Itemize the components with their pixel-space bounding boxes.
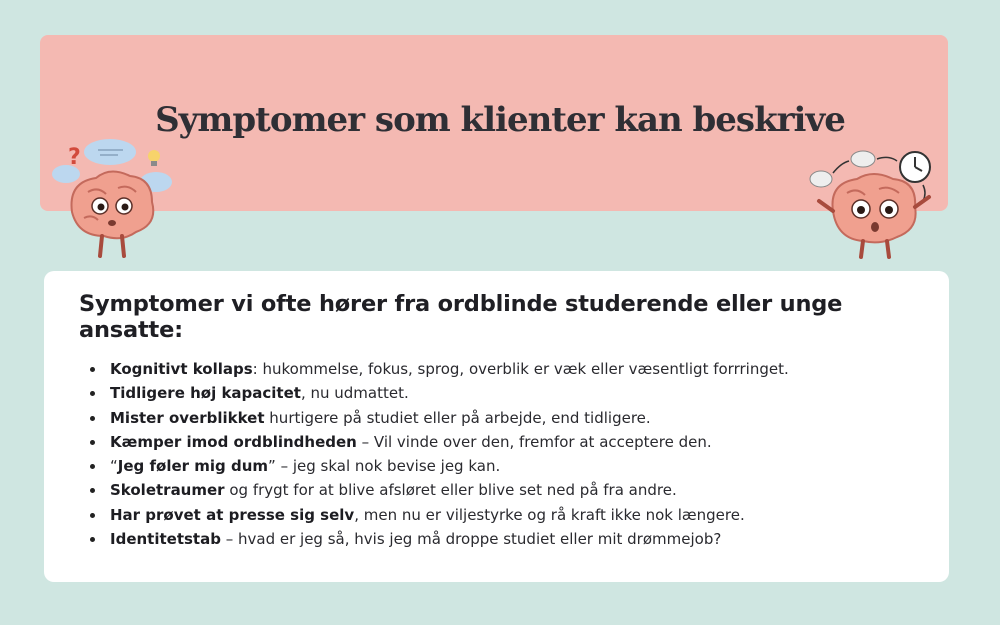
list-item: Har prøvet at presse sig selv, men nu er viljestyrke og rå kraft ikke nok længere.: [110, 503, 789, 527]
list-item: Skoletraumer og frygt for at blive afsløret eller blive set ned på fra andre.: [110, 478, 789, 502]
item-bold: Jeg føler mig dum: [117, 457, 269, 476]
card-heading: Symptomer vi ofte hører fra ordblinde studerende eller unge ansatte:: [79, 291, 843, 343]
item-bold: Kognitivt kollaps: [110, 360, 253, 378]
page-title: Symptomer som klienter kan beskrive: [155, 100, 845, 140]
item-bold: Kæmper imod ordblindheden: [110, 432, 357, 451]
item-bold: Har prøvet at presse sig selv: [110, 505, 355, 524]
item-bold: Skoletraumer: [110, 481, 225, 500]
list-item: Kognitivt kollaps: hukommelse, fokus, sprog, overblik er væk eller væsentligt forrringet.: [110, 357, 789, 381]
list-item: Kæmper imod ordblindheden – Vil vinde over den, fremfor at acceptere den.: [110, 430, 789, 454]
list-item: Tidligere høj kapacitet, nu udmattet.: [110, 381, 789, 405]
list-item: Identitetstab – hvad er jeg så, hvis jeg må droppe studiet eller mit drømmejob?: [110, 527, 789, 551]
stressed-brain-mascot-icon: [805, 145, 945, 260]
item-bold: Mister overblikket: [110, 408, 265, 427]
svg-text:?: ?: [68, 145, 81, 170]
list-item: Mister overblikket hurtigere på studiet eller på arbejde, end tidligere.: [110, 406, 789, 430]
content-card: [44, 271, 949, 582]
item-bold: Identitetstab: [110, 530, 221, 549]
confused-brain-mascot-icon: [48, 132, 188, 262]
symptom-list: [88, 357, 789, 551]
list-item: “Jeg føler mig dum” – jeg skal nok bevise jeg kan.: [110, 454, 789, 478]
item-bold: Tidligere høj kapacitet: [110, 384, 301, 403]
